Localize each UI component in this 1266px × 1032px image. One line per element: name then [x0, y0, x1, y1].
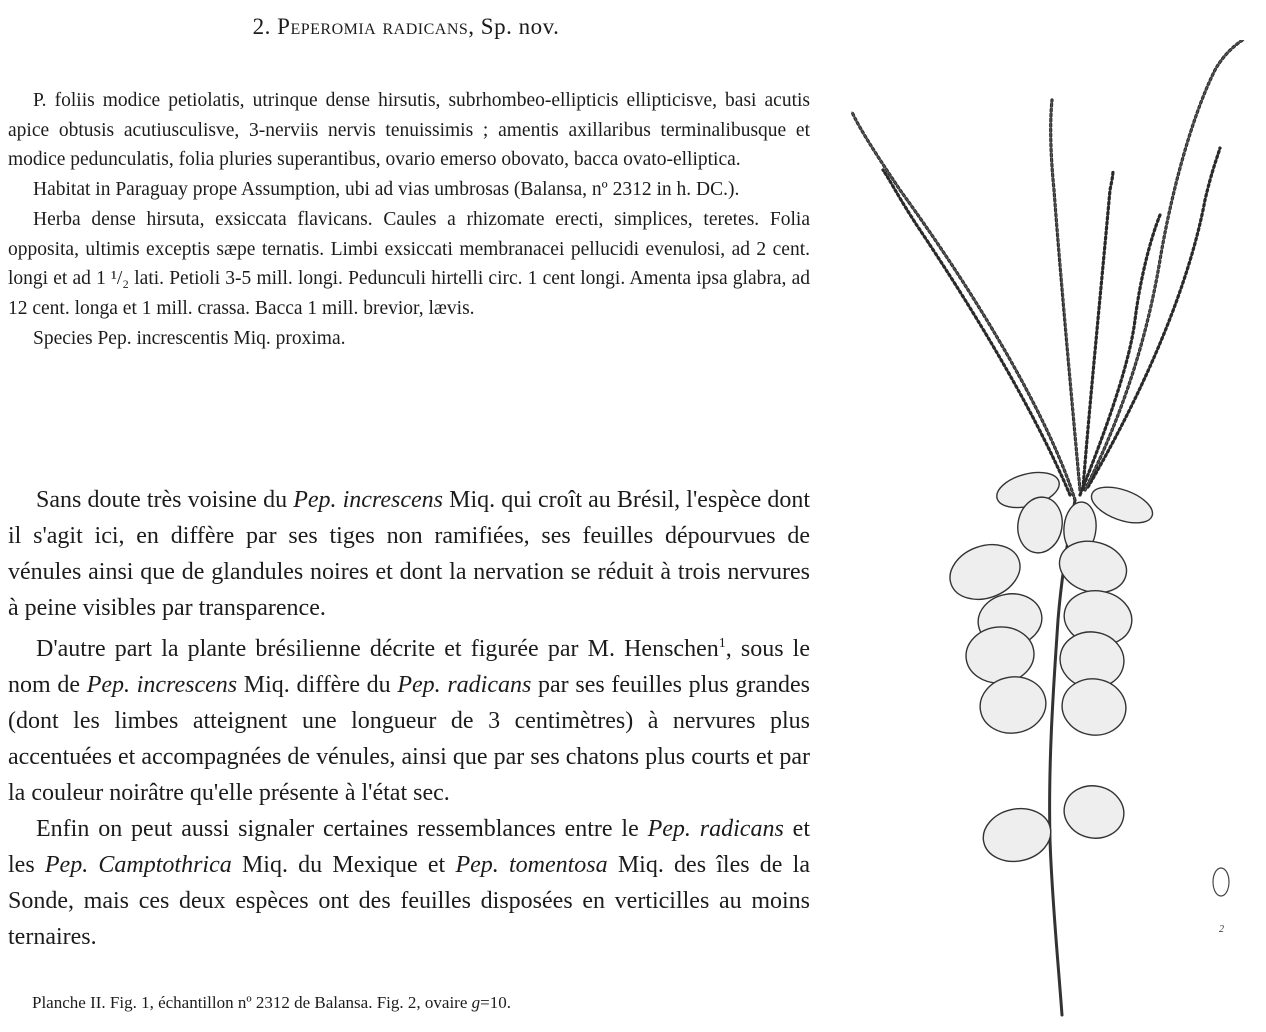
french-paragraph-1 — [8, 482, 810, 626]
plate-caption — [32, 993, 511, 1013]
fig2-label: 2 — [1219, 924, 1224, 935]
species-genus: Peperomia — [277, 14, 377, 39]
french-paragraph-2 — [8, 626, 810, 811]
footnote-ref: 1 — [718, 636, 726, 651]
taxon-name: Pep. Camptothrica — [44, 852, 232, 878]
taxon-name: Pep. tomentosa — [455, 852, 608, 878]
taxon-name: Pep. radicans — [397, 672, 532, 698]
latin-description — [8, 86, 810, 353]
caption-text: Planche II. Fig. 1, échantillon nº 2312 de Balansa. Fig. 2, ovaire — [32, 993, 472, 1012]
caption-variable: g — [471, 993, 481, 1012]
text-run: Sans doute très voisine du — [36, 487, 294, 513]
species-suffix: , Sp. nov. — [468, 14, 560, 39]
text-run: et les — [8, 816, 810, 878]
botanical-illustration — [830, 40, 1266, 1030]
latin-morphology-part2: lati. Petioli 3-5 mill. longi. Pedunculi hirtelli circ. 1 cent longi. Amenta ipsa glabra, ad 12 cent. longa et 1 mill. crassa. Bacca 1 mill. brevior, lævis. — [8, 268, 810, 319]
text-run: Miq. des îles de la Sonde, mais ces deux espèces ont des feuilles disposées en verticilles au moins ternaires. — [8, 852, 810, 950]
latin-affinity: Species Pep. increscentis Miq. proxima. — [33, 327, 346, 349]
caption-magnification: =10. — [480, 993, 511, 1012]
flower-spikes — [852, 40, 1256, 500]
taxon-name: Pep. increscens — [293, 487, 444, 513]
species-epithet: radicans — [382, 14, 469, 39]
taxon-name: Pep. radicans — [647, 816, 784, 842]
latin-morphology-part1: Herba dense hirsuta, exsiccata flavicans. Caules a rhizomate erecti, simplices, teretes. Folia opposita, ultimis exceptis sæpe ternatis. Limbi exsiccati membranacei pellucidi evenulosi, ad 2 cent. longi et ad 1 — [8, 208, 810, 290]
page-title — [0, 14, 812, 40]
text-run: Miq. du Mexique et — [231, 852, 456, 878]
text-run: , sous le nom de — [8, 636, 810, 698]
latin-morphology — [8, 205, 810, 324]
latin-habitat: Habitat in Paraguay prope Assumption, ubi ad vias umbrosas (Balansa, nº 2312 in h. DC.). — [33, 179, 740, 201]
french-discussion — [8, 482, 810, 955]
species-number: 2. — [252, 14, 271, 39]
latin-diagnosis: P. foliis modice petiolatis, utrinque dense hirsutis, subrhombeo-ellipticis ellipticisve, basi acutis apice obtusis acutiusculisve, 3-nerviis nervis tenuissimis ; amentis axillaribus terminalibusque et modice pedunculatis, folia pluries superantibus, ovario emerso obovato, bacca ovato-elliptica. — [8, 90, 810, 171]
taxon-name: Pep. increscens — [86, 672, 238, 698]
ovary-figure — [1213, 868, 1229, 896]
text-run: Miq. diffère du — [237, 672, 398, 698]
text-run: par ses feuilles plus grandes (dont les limbes atteignent une longueur de 3 centimètres) à nervures plus accentuées et accompagnées de vénules, ainsi que par ses chatons plus courts et par la couleur noirâtre qu'elle présente à l'état sec. — [8, 672, 811, 806]
text-run: Enfin on peut aussi signaler certaines ressemblances entre le — [36, 816, 648, 842]
text-run: Miq. qui croît au Brésil, l'espèce dont il s'agit ici, en diffère par ses tiges non ramifiées, ses feuilles dépourvues de vénules ainsi que de glandules noires et dont la nervation se réduit à trois nervures à peine visibles par transparence. — [8, 487, 811, 621]
text-run: D'autre part la plante brésilienne décrite et figurée par M. Henschen — [36, 636, 719, 662]
french-paragraph-3 — [8, 811, 810, 955]
latin-fraction: ¹/₂ — [111, 268, 130, 290]
